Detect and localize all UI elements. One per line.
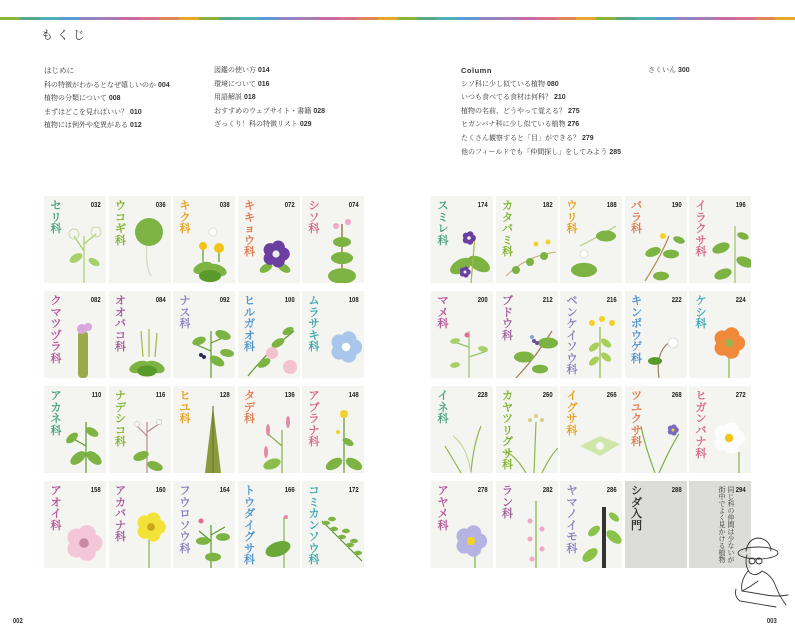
stripe-segment [378, 17, 398, 20]
family-page-number: 072 [284, 202, 295, 209]
family-card[interactable] [302, 291, 364, 378]
family-page-number: 038 [220, 202, 230, 209]
family-card[interactable] [238, 481, 300, 568]
family-page-number: 200 [478, 297, 488, 304]
family-name: バラ科 [631, 199, 642, 235]
page-number-left: 002 [12, 618, 23, 625]
family-page-number: 268 [671, 392, 682, 399]
family-card[interactable] [496, 291, 558, 378]
family-name: ラン科 [502, 484, 513, 520]
family-card[interactable] [238, 196, 300, 283]
toc-item[interactable]: 植物の分類について 008 [44, 94, 121, 103]
stripe-segment [119, 17, 139, 20]
family-page-number: 158 [91, 487, 101, 494]
toc-item[interactable]: 植物には例外や変異がある 012 [44, 121, 142, 130]
family-name: クマツヅラ科 [50, 294, 62, 365]
stripe-segment [20, 17, 40, 20]
family-page-number: 082 [91, 297, 101, 304]
family-card[interactable] [44, 386, 106, 473]
family-page-number: 160 [155, 487, 166, 494]
family-page-number: 266 [607, 392, 617, 399]
family-name: アカバナ科 [115, 484, 126, 543]
family-name: キンポウゲ科 [631, 294, 642, 365]
family-name: オオバコ科 [115, 294, 126, 353]
toc-item[interactable]: シソ科に少し似ている植物 080 [461, 79, 559, 88]
family-name: マメ科 [437, 294, 449, 330]
family-card[interactable] [173, 481, 235, 568]
family-name: ウコギ科 [115, 199, 126, 247]
toc-item[interactable]: まずはどこを見ればいい？ 010 [44, 107, 142, 116]
family-card[interactable] [44, 291, 106, 378]
family-name: ナス科 [179, 294, 191, 330]
family-card[interactable] [238, 386, 300, 473]
family-name: アカネ科 [50, 389, 62, 437]
family-page-number: 282 [542, 487, 553, 494]
rainbow-stripe [0, 17, 795, 20]
family-card[interactable] [560, 386, 622, 473]
family-card[interactable] [689, 291, 751, 378]
family-page-number: 196 [736, 202, 746, 209]
family-page-number: 216 [607, 297, 617, 304]
stripe-segment [696, 17, 716, 20]
family-page-number: 190 [671, 202, 682, 209]
family-page-number: 164 [220, 487, 230, 494]
family-page-number: 222 [671, 297, 682, 304]
family-name: フウロソウ科 [179, 484, 191, 555]
stripe-segment [616, 17, 636, 20]
family-card[interactable] [302, 196, 364, 283]
stripe-segment [735, 17, 755, 20]
toc-item[interactable]: はじめに [44, 66, 74, 75]
family-card[interactable] [560, 196, 622, 283]
page-number-right: 003 [766, 618, 777, 625]
stripe-segment [517, 17, 537, 20]
family-page-number: 110 [91, 392, 101, 399]
family-name: ヒルガオ科 [244, 294, 255, 353]
stripe-segment [179, 17, 199, 20]
toc-item[interactable]: おすすめのウェブサイト・書籍 028 [214, 106, 325, 115]
family-page-number: 228 [478, 392, 488, 399]
family-name: イグサ科 [566, 389, 578, 437]
toc-item[interactable]: 用語解説 018 [214, 93, 256, 102]
family-card[interactable] [109, 386, 171, 473]
page-title: もくじ [41, 28, 90, 42]
family-card[interactable] [625, 196, 687, 283]
family-page-number: 182 [542, 202, 553, 209]
family-card[interactable] [560, 481, 622, 568]
family-page-number: 128 [220, 392, 230, 399]
family-page-number: 108 [349, 297, 359, 304]
stripe-segment [437, 17, 457, 20]
family-page-number: 172 [349, 487, 359, 494]
family-card[interactable] [496, 386, 558, 473]
family-name: イネ科 [437, 389, 449, 425]
stripe-segment [80, 17, 100, 20]
toc-item[interactable]: ざっくり！科の特徴リスト 029 [214, 120, 312, 129]
family-name: キク科 [179, 199, 191, 235]
family-card[interactable] [625, 386, 687, 473]
stripe-segment [755, 17, 775, 20]
family-card[interactable] [431, 386, 493, 473]
toc-item[interactable]: たくさん観察すると「目」ができる？ 279 [461, 133, 594, 142]
stripe-segment [497, 17, 517, 20]
stripe-segment [676, 17, 696, 20]
family-name: ヤマノイモ科 [566, 484, 578, 555]
family-page-number: 260 [542, 392, 553, 399]
family-card[interactable] [173, 196, 235, 283]
stripe-segment [278, 17, 298, 20]
column-heading: Column [461, 66, 492, 75]
family-card[interactable] [173, 386, 235, 473]
family-name: イラクサ科 [695, 199, 707, 258]
family-card[interactable] [109, 196, 171, 283]
toc-item[interactable]: いつも食べてる食材は何科？ 210 [461, 93, 566, 102]
family-name: シダ入門 [631, 484, 642, 532]
family-page-number: 148 [349, 392, 359, 399]
family-page-number: 136 [284, 392, 295, 399]
family-card[interactable] [560, 291, 622, 378]
family-name: ケシ科 [695, 294, 707, 330]
family-name: ムラサキ科 [308, 294, 320, 353]
family-card[interactable] [431, 481, 493, 568]
family-card[interactable] [109, 291, 171, 378]
family-page-number: 224 [736, 297, 746, 304]
family-name: タデ科 [244, 389, 255, 425]
family-page-number: 174 [478, 202, 488, 209]
family-page-number: 286 [607, 487, 617, 494]
stripe-segment [139, 17, 159, 20]
toc-column-columns [461, 64, 621, 159]
toc-index[interactable]: さくいん 300 [648, 66, 690, 74]
stripe-segment [219, 17, 239, 20]
stripe-segment [239, 17, 259, 20]
family-page-number: 272 [736, 392, 746, 399]
family-page-number: 074 [349, 202, 359, 209]
card-note: 同じ科の仲間は少ないが街中でよく見かける植物 [718, 486, 735, 563]
family-page-number: 294 [736, 487, 746, 494]
family-card[interactable] [431, 196, 493, 283]
stripe-segment [656, 17, 676, 20]
stripe-segment [258, 17, 278, 20]
family-card[interactable] [496, 196, 558, 283]
family-card[interactable] [238, 291, 300, 378]
stripe-segment [596, 17, 616, 20]
stripe-segment [40, 17, 60, 20]
stripe-segment [417, 17, 437, 20]
family-name: シソ科 [308, 199, 320, 235]
toc-column-intro [44, 64, 170, 133]
family-name: キキョウ科 [244, 199, 255, 258]
family-name: セリ科 [50, 199, 62, 235]
family-name: アヤメ科 [437, 484, 449, 532]
toc-item[interactable]: 図鑑の使い方 014 [214, 66, 270, 74]
family-name: トウダイグサ科 [244, 484, 255, 566]
family-name: アオイ科 [50, 484, 62, 532]
family-page-number: 036 [155, 202, 166, 209]
stripe-segment [199, 17, 219, 20]
stripe-segment [398, 17, 418, 20]
family-name: アブラナ科 [308, 389, 320, 448]
family-page-number: 288 [671, 487, 682, 494]
toc-item[interactable]: 植物の名前、どうやって覚える？ 275 [461, 106, 580, 115]
family-card[interactable] [109, 481, 171, 568]
toc-item[interactable]: 環境について 016 [214, 79, 270, 88]
family-card[interactable] [44, 481, 106, 568]
stripe-segment [537, 17, 557, 20]
family-name: ブドウ科 [502, 294, 513, 342]
stripe-segment [716, 17, 736, 20]
family-page-number: 188 [607, 202, 617, 209]
toc-item[interactable]: 科の特徴がわかるとなぜ嬉しいのか 004 [44, 80, 170, 89]
stripe-segment [318, 17, 338, 20]
family-card[interactable] [625, 481, 687, 568]
family-page-number: 116 [155, 392, 166, 399]
stripe-segment [60, 17, 80, 20]
family-page-number: 092 [220, 297, 230, 304]
stripe-segment [338, 17, 358, 20]
family-name: ツユクサ科 [631, 389, 642, 448]
person-in-hat-icon [726, 535, 795, 615]
toc-item[interactable]: ヒガンバナ科に少し似ている植物 276 [461, 120, 580, 129]
family-card[interactable] [496, 481, 558, 568]
family-name: コミカンソウ科 [308, 484, 320, 566]
family-card[interactable] [689, 196, 751, 283]
family-page-number: 278 [478, 487, 488, 494]
family-card[interactable] [302, 481, 364, 568]
family-name: カヤツリグサ科 [502, 389, 513, 471]
stripe-segment [0, 17, 20, 20]
family-card[interactable] [689, 386, 751, 473]
family-page-number: 084 [155, 297, 166, 304]
family-name: スミレ科 [437, 199, 449, 247]
stripe-segment [775, 17, 795, 20]
toc-item[interactable]: 他のフィールドでも「仲間探し」をしてみよう 285 [461, 147, 621, 156]
family-name: カタバミ科 [502, 199, 513, 258]
family-page-number: 212 [542, 297, 553, 304]
family-name: ナデシコ科 [115, 389, 126, 448]
family-name: ベンケイソウ科 [566, 294, 578, 376]
family-card[interactable] [625, 291, 687, 378]
family-page-number: 032 [91, 202, 101, 209]
family-card[interactable] [44, 196, 106, 283]
family-card[interactable] [302, 386, 364, 473]
family-name: ヒガンバナ科 [695, 389, 707, 460]
stripe-segment [457, 17, 477, 20]
stripe-segment [358, 17, 378, 20]
stripe-segment [99, 17, 119, 20]
stripe-segment [557, 17, 577, 20]
family-card[interactable] [173, 291, 235, 378]
family-name: ヒユ科 [179, 389, 191, 425]
stripe-segment [159, 17, 179, 20]
family-page-number: 166 [284, 487, 295, 494]
toc-column-guide [214, 64, 325, 132]
stripe-segment [298, 17, 318, 20]
stripe-segment [477, 17, 497, 20]
stripe-segment [576, 17, 596, 20]
stripe-segment [636, 17, 656, 20]
family-name: ウリ科 [566, 199, 578, 235]
family-card[interactable] [431, 291, 493, 378]
family-page-number: 100 [284, 297, 295, 304]
